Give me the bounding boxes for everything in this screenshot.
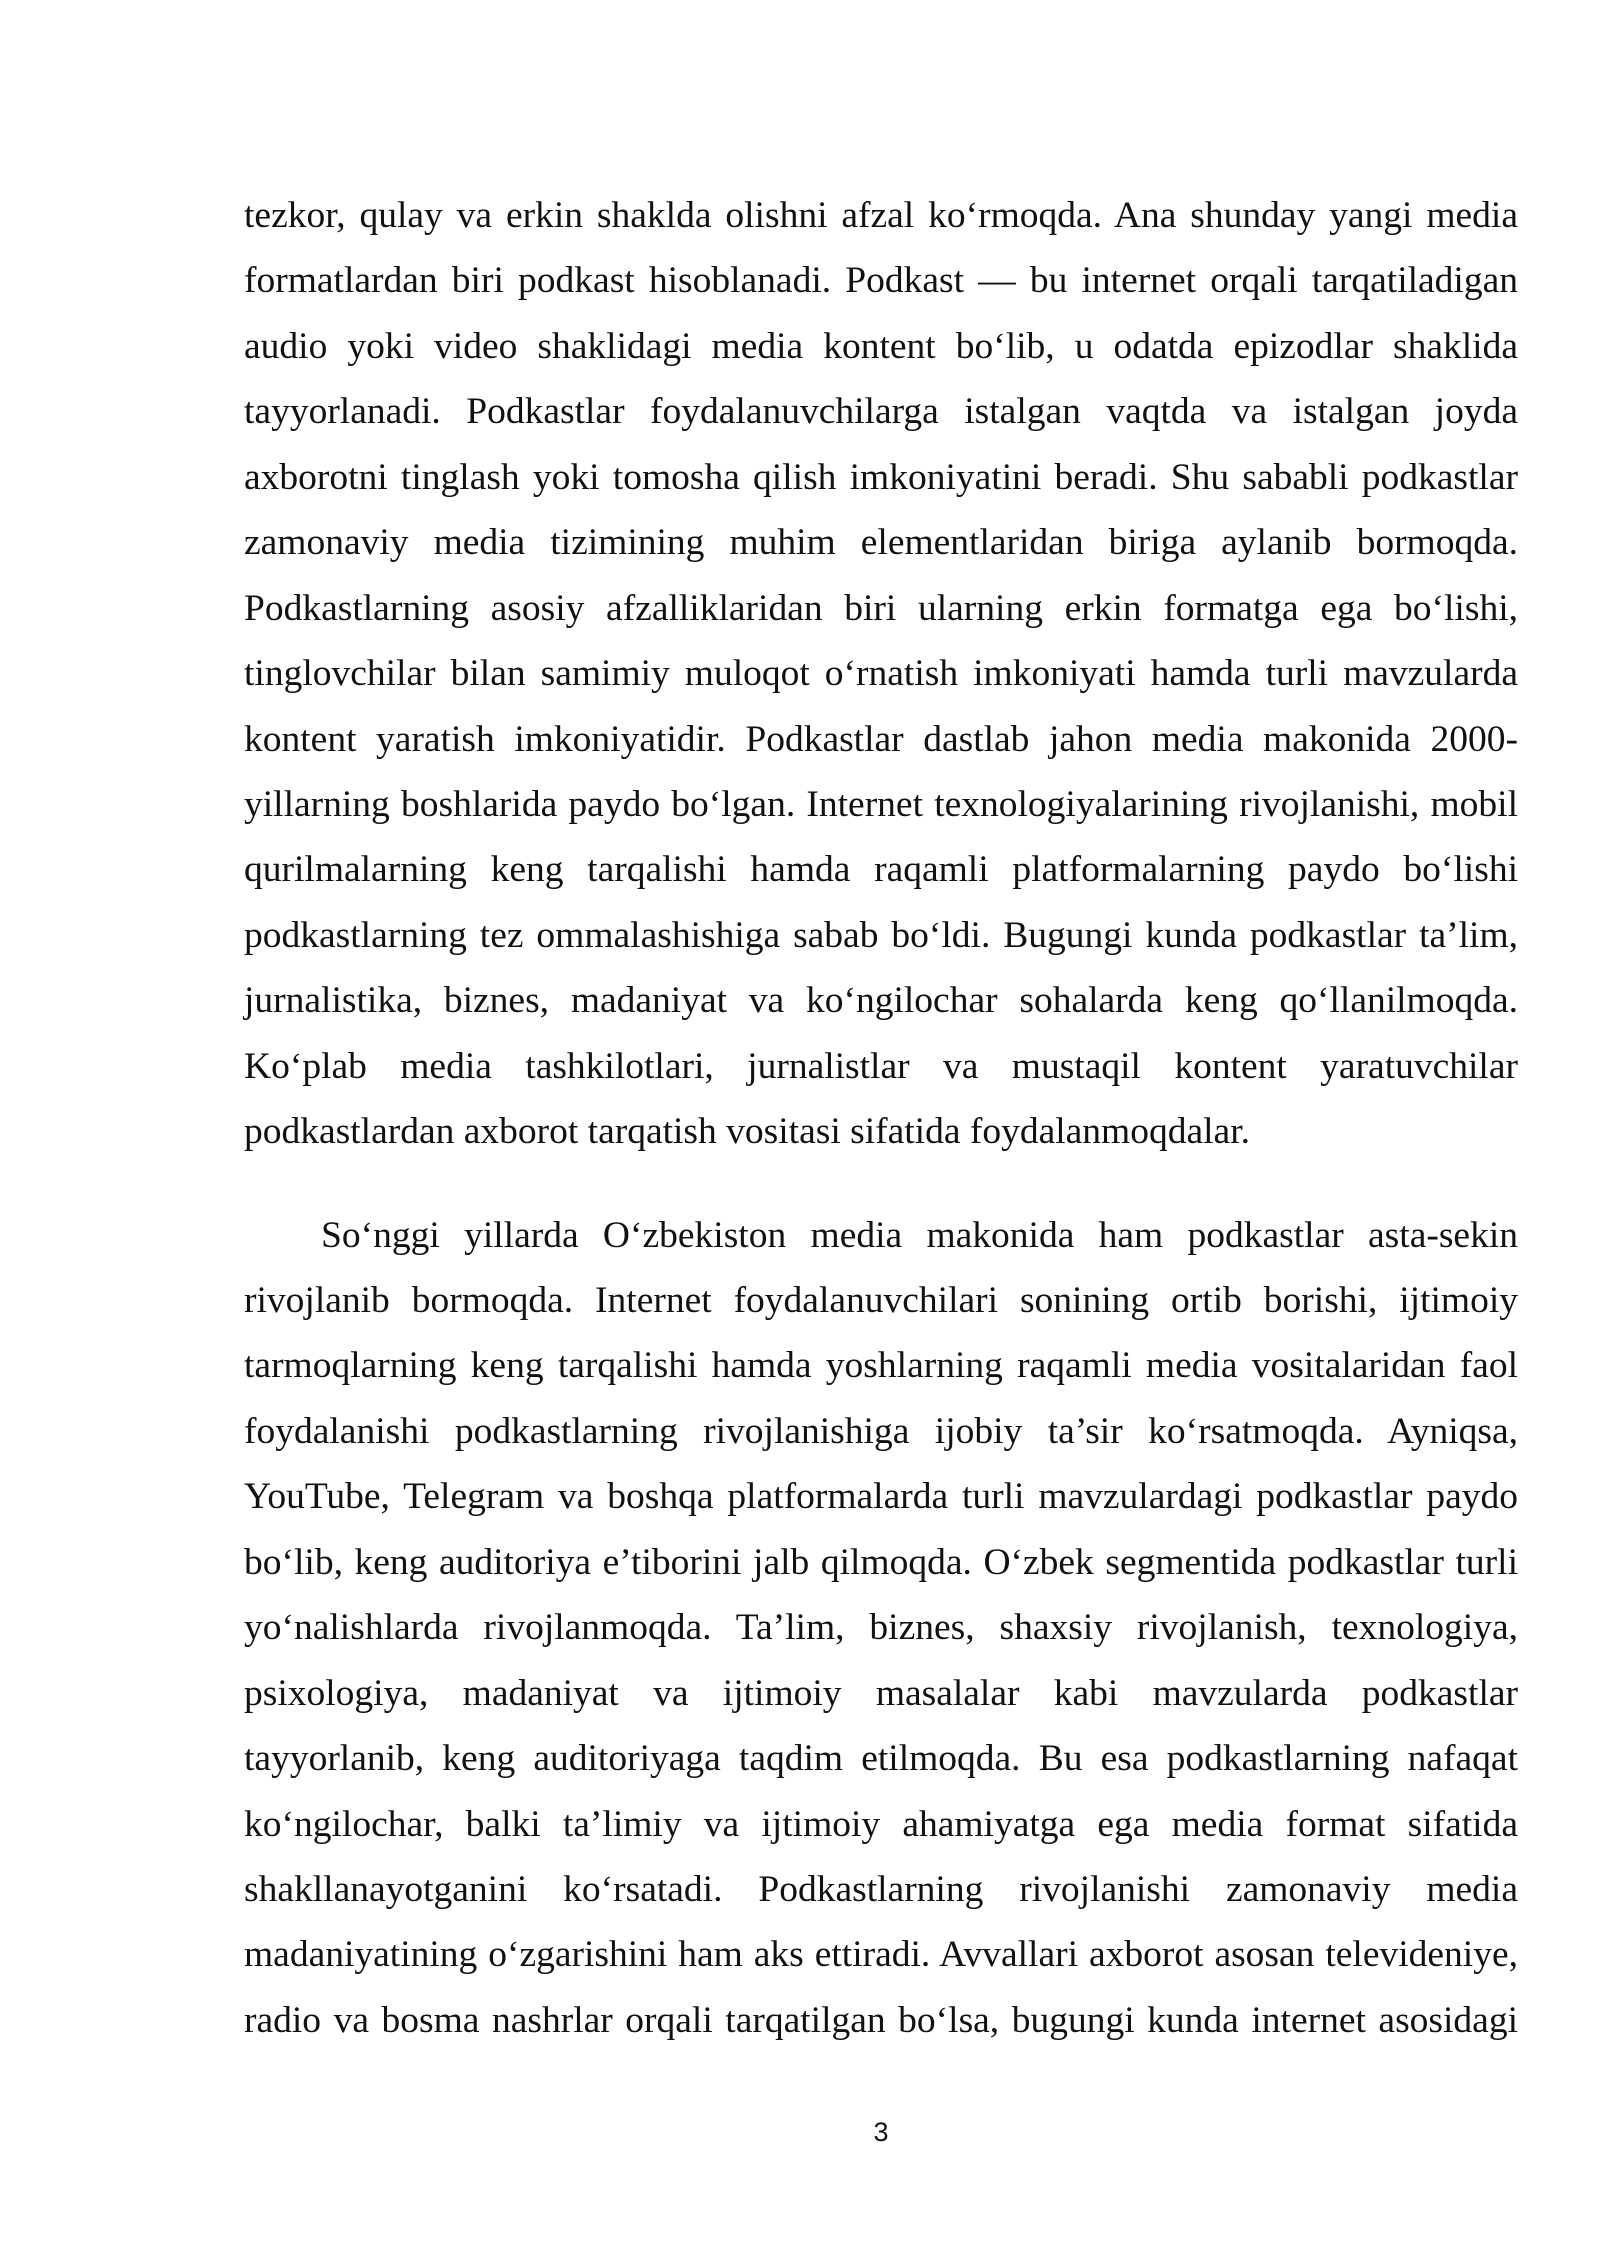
text-line: tarmoqlarning keng tarqalishi hamda yoshlarning raqamli media vositalaridan faol [244,1345,1518,1387]
text-line: Podkastlarning asosiy afzalliklaridan biri ularning erkin formatga ega bo‘lishi, [244,587,1518,629]
text-line: tayyorlanadi. Podkastlar foydalanuvchilarga istalgan vaqtda va istalgan joyda [244,391,1518,433]
text-line: podkastlarning tez ommalashishiga sabab bo‘ldi. Bugungi kunda podkastlar ta’lim, [244,914,1518,956]
text-line: psixologiya, madaniyat va ijtimoiy masalalar kabi mavzularda podkastlar [244,1672,1518,1714]
text-line: yo‘nalishlarda rivojlanmoqda. Ta’lim, biznes, shaxsiy rivojlanish, texnologiya, [244,1607,1518,1649]
paragraph [244,1203,1518,2054]
text-line: madaniyatining o‘zgarishini ham aks ettiradi. Avvallari axborot asosan televideniye, [244,1934,1518,1976]
text-line: tezkor, qulay va erkin shaklda olishni afzal ko‘rmoqda. Ana shunday yangi media [244,195,1518,236]
text-line: radio va bosma nashrlar orqali tarqatilgan bo‘lsa, bugungi kunda internet asosidagi [244,1999,1518,2041]
text-line: tayyorlanib, keng auditoriyaga taqdim etilmoqda. Bu esa podkastlarning nafaqat [244,1738,1518,1780]
text-line: yillarning boshlarida paydo bo‘lgan. Internet texnologiyalarining rivojlanishi, mobil [244,783,1518,825]
text-line: foydalanishi podkastlarning rivojlanishiga ijobiy ta’sir ko‘rsatmoqda. Ayniqsa, [244,1410,1518,1452]
text-line: So‘nggi yillarda O‘zbekiston media makonida ham podkastlar asta-sekin [321,1214,1518,1256]
paragraph [244,183,1518,1165]
text-line: ko‘ngilochar, balki ta’limiy va ijtimoiy ahamiyatga ega media format sifatida [244,1803,1518,1845]
text-line: bo‘lib, keng auditoriya e’tiborini jalb qilmoqda. O‘zbek segmentida podkastlar turli [244,1541,1518,1583]
body-text [244,183,1518,2053]
text-line: audio yoki video shaklidagi media kontent bo‘lib, u odatda epizodlar shaklida [244,325,1518,367]
text-line: kontent yaratish imkoniyatidir. Podkastlar dastlab jahon media makonida 2000- [244,718,1518,760]
text-line: zamonaviy media tizimining muhim elementlaridan biriga aylanib bormoqda. [244,522,1518,564]
text-line: axborotni tinglash yoki tomosha qilish imkoniyatini beradi. Shu sababli podkastlar [244,456,1518,498]
text-line: rivojlanib bormoqda. Internet foydalanuvchilari sonining ortib borishi, ijtimoiy [244,1280,1518,1321]
text-line: YouTube, Telegram va boshqa platformalarda turli mavzulardagi podkastlar paydo [244,1476,1518,1518]
text-line: formatlardan biri podkast hisoblanadi. Podkast — bu internet orqali tarqatiladigan [244,260,1518,302]
text-line: jurnalistika, biznes, madaniyat va ko‘ngilochar sohalarda keng qo‘llanilmoqda. [244,980,1518,1022]
text-line: Ko‘plab media tashkilotlari, jurnalistlar va mustaqil kontent yaratuvchilar [244,1045,1518,1087]
text-line: podkastlardan axborot tarqatish vositasi sifatida foydalanmoqdalar. [244,1111,1250,1153]
text-line: tinglovchilar bilan samimiy muloqot o‘rnatish imkoniyati hamda turli mavzularda [244,653,1518,695]
text-line: qurilmalarning keng tarqalishi hamda raqamli platformalarning paydo bo‘lishi [244,849,1518,891]
page-number: 3 [873,2117,889,2147]
text-line: shakllanayotganini ko‘rsatadi. Podkastlarning rivojlanishi zamonaviy media [244,1868,1518,1910]
